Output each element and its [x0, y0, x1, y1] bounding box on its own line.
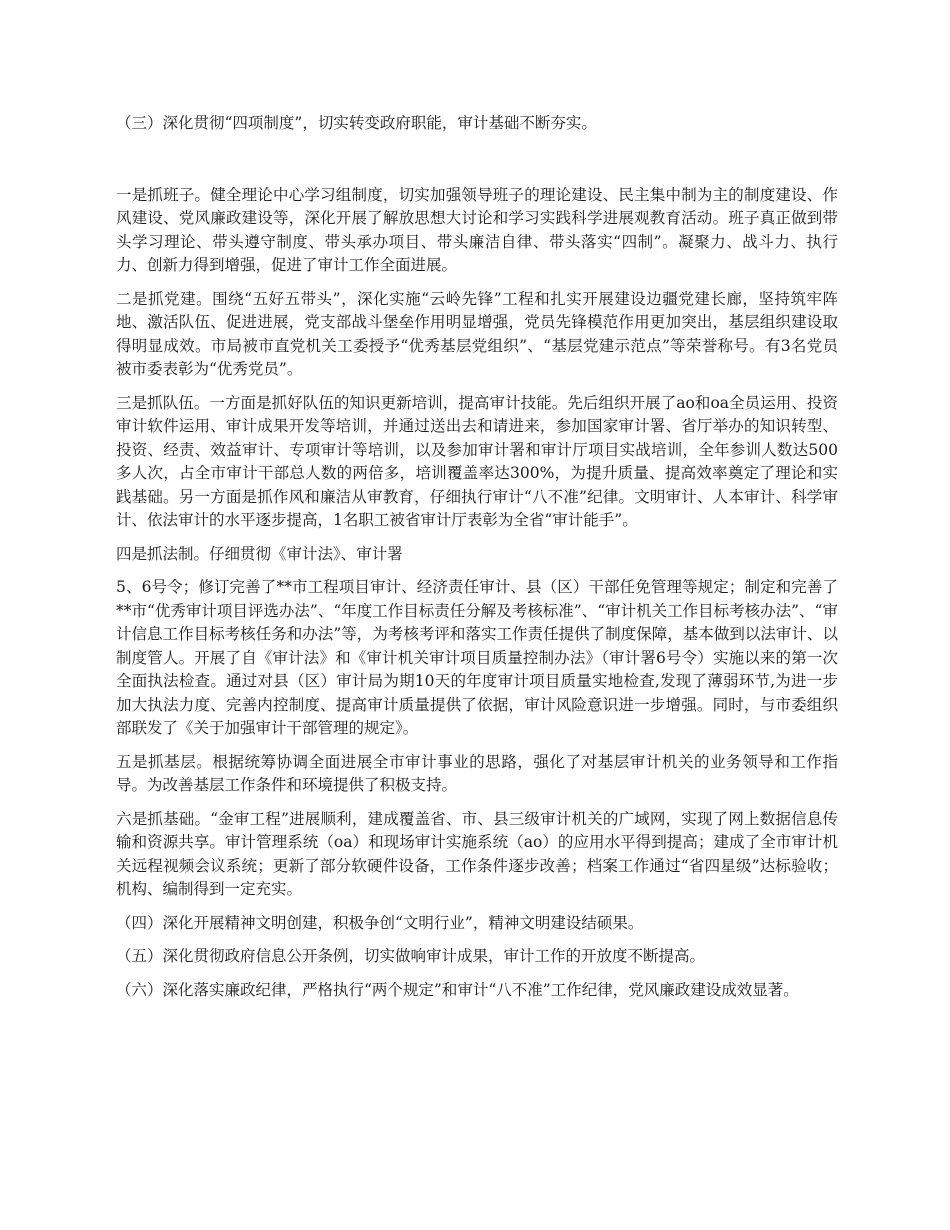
document-body — [116, 112, 838, 1012]
section-heading-three: （三）深化贯彻“四项制度”，切实转变政府职能，审计基础不断夯实。 — [116, 114, 597, 132]
paragraph-team: 三是抓队伍。一方面是抓好队伍的知识更新培训，提高审计技能。先后组织开展了ao和oa全员运用、投资审计软件运用、审计成果开发等培训，并通过送出去和请进来，参加国家审计署、省厅举办的知识转型、投资、经责、效益审计、专项审计等培训，以及参加审计署和审计厅项目实战培训，全年参训人数达500多人次，占全市审计干部总人数的两倍多，培训覆盖率达300%，为提升质量、提高效率奠定了理论和实践基础。另一方面是抓作风和廉洁从审教育，仔细执行审计“八不准”纪律。文明审计、人本审计、科学审计、依法审计的水平逐步提高，1名职工被省审计厅表彰为全省“审计能手”。 — [116, 393, 838, 529]
paragraph-infrastructure: 六是抓基础。“金审工程”进展顺利，建成覆盖省、市、县三级审计机关的广域网，实现了网上数据信息传输和资源共享。审计管理系统（oa）和现场审计实施系统（ao）的应用水平得到提高；建成了全市审计机关远程视频会议系统；更新了部分软硬件设备，工作条件逐步改善；档案工作通过“省四星级”达标验收；机构、编制得到一定充实。 — [116, 809, 838, 898]
section-heading-five: （五）深化贯彻政府信息公开条例，切实做响审计成果，审计工作的开放度不断提高。 — [116, 947, 706, 965]
paragraph-party-building: 二是抓党建。围绕“五好五带头”，深化实施“云岭先锋”工程和扎实开展建设边疆党建长廊，坚持筑牢阵地、激活队伍、促进进展，党支部战斗堡垒作用明显增强，党员先锋模范作用更加突出，基层组织建设取得明显成效。市局被市直党机关工委授予“优秀基层党组织”、“基层党建示范点”等荣誉称号。有3名党员被市委表彰为“优秀党员”。 — [116, 289, 838, 378]
paragraph-regulations: 5、6号令；修订完善了**市工程项目审计、经济责任审计、县（区）干部任免管理等规定；制定和完善了**市“优秀审计项目评选办法”、“年度工作目标责任分解及考核标准”、“审计机关工作目标考核办法”、“审计信息工作目标考核任务和办法”等，为考核考评和落实工作责任提供了制度保障，基本做到以法审计、以制度管人。开展了自《审计法》和《审计机关审计项目质量控制办法》（审计署6号令）实施以来的第一次全面执法检查。通过对县（区）审计局为期10天的年度审计项目质量实地检查,发现了薄弱环节,为进一步加大执法力度、完善内控制度、提高审计质量提供了依据，审计风险意识进一步增强。同时，与市委组织部联发了《关于加强审计干部管理的规定》。 — [116, 578, 838, 737]
section-heading-four: （四）深化开展精神文明创建，积极争创“文明行业”，精神文明建设结硕果。 — [116, 913, 644, 932]
section-heading-six: （六）深化落实廉政纪律，严格执行“两个规定”和审计“八不准”工作纪律，党风廉政建设成效显著。 — [116, 980, 799, 999]
paragraph-grassroots: 五是抓基层。根据统筹协调全面进展全市审计事业的思路，强化了对基层审计机关的业务领导和工作指导。为改善基层工作条件和环境提供了积极支持。 — [116, 752, 838, 794]
spacer — [116, 146, 838, 184]
paragraph-leadership: 一是抓班子。健全理论中心学习组制度，切实加强领导班子的理论建设、民主集中制为主的制度建设、作风建设、党风廉政建设等，深化开展了解放思想大讨论和学习实践科学进展观教育活动。班子真正做到带头学习理论、带头遵守制度、带头承办项目、带头廉洁自律、带头落实“四制”。凝聚力、战斗力、执行力、创新力得到增强，促进了审计工作全面进展。 — [116, 185, 838, 274]
paragraph-legal-system: 四是抓法制。仔细贯彻《审计法》、审计署 — [116, 544, 403, 563]
